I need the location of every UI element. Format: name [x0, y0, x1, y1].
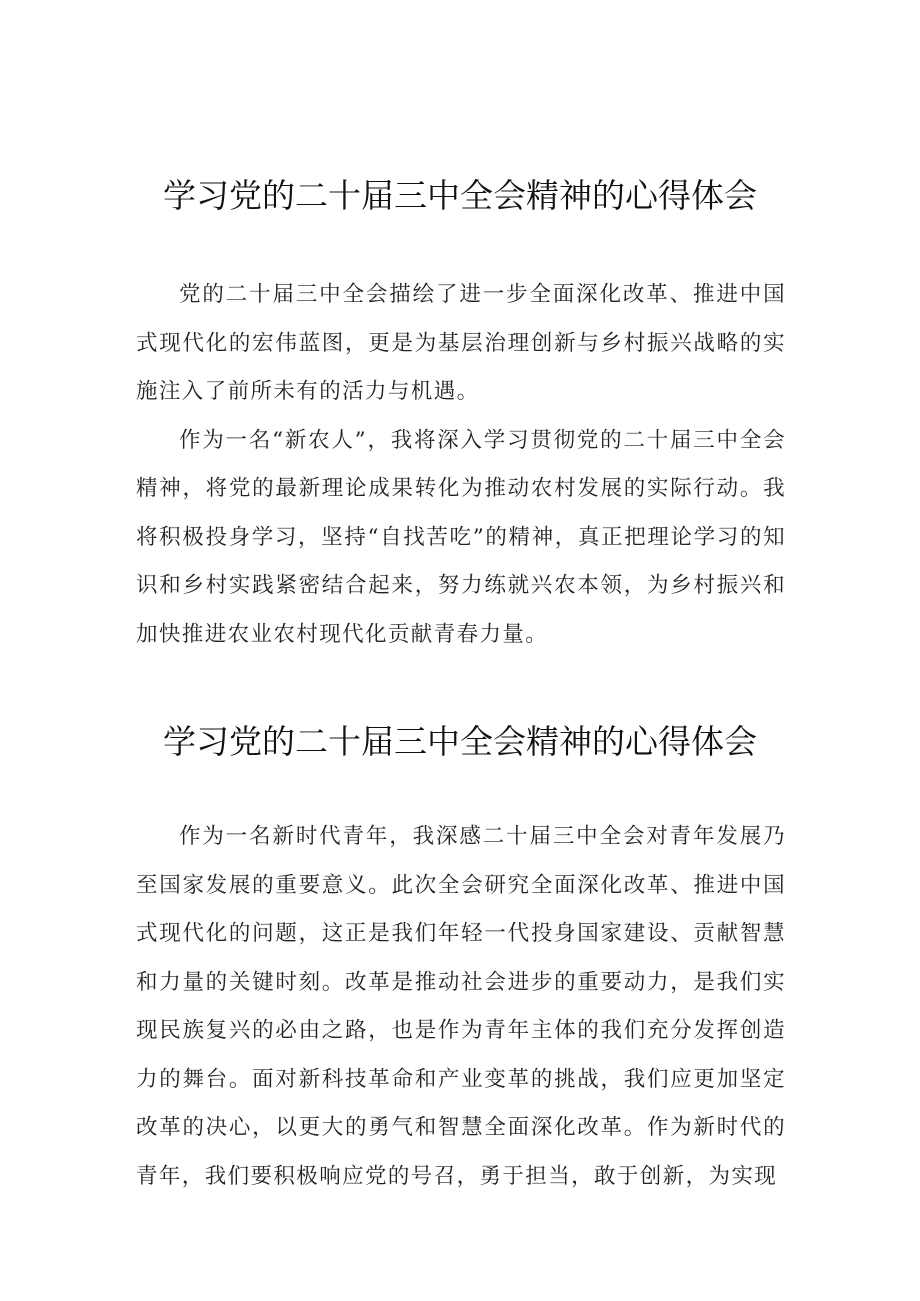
article-1-paragraph-2: 作为一名“新农人”，我将深入学习贯彻党的二十届三中全会精神，将党的最新理论成果转化为推动农村发展的实际行动。我将积极投身学习，坚持“自找苦吃”的精神，真正把理论学习的知识和乡村实践紧密结合起来，努力练就兴农本领，为乡村振兴和加快推进农业农村现代化贡献青春力量。: [136, 427, 786, 647]
article-1-body: [136, 271, 786, 659]
article-2-paragraph-1: 作为一名新时代青年，我深感二十届三中全会对青年发展乃至国家发展的重要意义。此次全会研究全面深化改革、推进中国式现代化的问题，这正是我们年轻一代投身国家建设、贡献智慧和力量的关键时刻。改革是推动社会进步的重要动力，是我们实现民族复兴的必由之路，也是作为青年主体的我们充分发挥创造力的舞台。面对新科技革命和产业变革的挑战，我们应更加坚定改革的决心，以更大的勇气和智慧全面深化改革。作为新时代的青年，我们要积极响应党的号召，勇于担当，敢于创新，为实现: [136, 824, 786, 1189]
article-1-paragraph-1: 党的二十届三中全会描绘了进一步全面深化改革、推进中国式现代化的宏伟蓝图，更是为基层治理创新与乡村振兴战略的实施注入了前所未有的活力与机遇。: [136, 282, 786, 404]
article-2-body: [136, 813, 786, 1201]
article-2-title: 学习党的二十届三中全会精神的心得体会: [163, 722, 757, 761]
article-1-title: 学习党的二十届三中全会精神的心得体会: [163, 176, 757, 215]
